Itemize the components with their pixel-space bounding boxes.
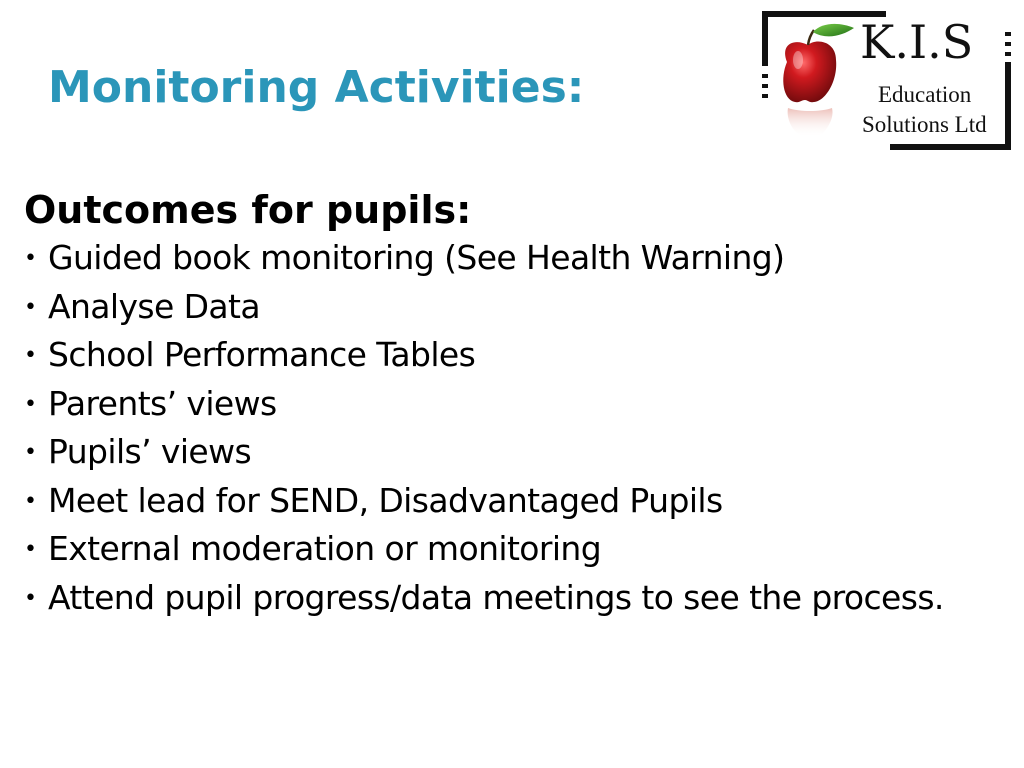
logo-line-solutions: Solutions Ltd bbox=[862, 112, 987, 137]
slide-content bbox=[24, 186, 954, 622]
bullet-list bbox=[24, 234, 954, 622]
bullet-icon: • bbox=[24, 391, 37, 417]
section-heading: Outcomes for pupils: bbox=[24, 188, 472, 232]
list-item-text: Analyse Data bbox=[48, 286, 260, 326]
list-item-text: Guided book monitoring (See Health Warning) bbox=[48, 238, 785, 277]
slide-title: Monitoring Activities: bbox=[48, 62, 585, 113]
list-item bbox=[24, 525, 954, 574]
company-logo bbox=[756, 8, 1018, 154]
bullet-icon: • bbox=[24, 440, 37, 465]
list-item bbox=[24, 428, 954, 477]
list-item bbox=[24, 574, 954, 623]
bullet-icon: • bbox=[24, 246, 37, 271]
list-item bbox=[24, 283, 954, 332]
bullet-icon: • bbox=[24, 488, 37, 514]
list-item bbox=[24, 234, 954, 283]
bullet-icon: • bbox=[24, 343, 37, 368]
apple-icon bbox=[783, 24, 854, 137]
list-item-text: External moderation or monitoring bbox=[48, 529, 602, 568]
list-item-text: School Performance Tables bbox=[48, 335, 476, 374]
list-item-text: Attend pupil progress/data meetings to see the process. bbox=[48, 577, 944, 617]
list-item bbox=[24, 380, 954, 429]
list-item-text: Parents’ views bbox=[48, 383, 277, 423]
list-item bbox=[24, 477, 954, 526]
logo-brand-text: K.I.S bbox=[860, 15, 974, 69]
list-item-text: Pupils’ views bbox=[48, 432, 252, 471]
bullet-icon: • bbox=[24, 585, 37, 611]
bullet-icon: • bbox=[24, 537, 37, 562]
list-item-text: Meet lead for SEND, Disadvantaged Pupils bbox=[48, 480, 723, 520]
bullet-icon: • bbox=[24, 294, 37, 320]
list-item bbox=[24, 331, 954, 380]
logo-line-education: Education bbox=[878, 82, 972, 107]
